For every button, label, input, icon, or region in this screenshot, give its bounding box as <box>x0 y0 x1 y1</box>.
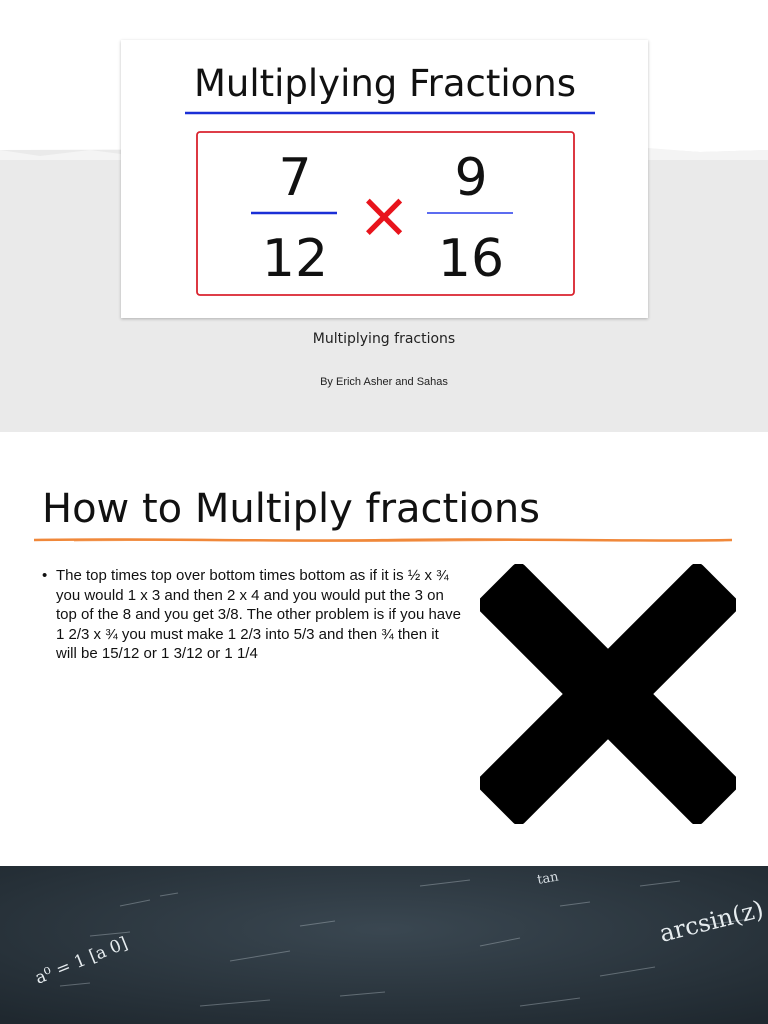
bullet-text: The top times top over bottom times bottom as if it is ½ x ¾ you would 1 x 3 and then 2 x 4 and you would put the 3 on top of the 8 and you get 3/8. The other problem is if you have 1 2/3 x ¾ you must make 1 2/3 into 5/3 and then ¾ then it will be 15/12 or 1 3/12 or 1 1/4 <box>56 567 461 662</box>
chalk-formula-arcsin: arcsin(z) <box>656 894 767 948</box>
chalk-formula-tan: tan <box>536 869 560 888</box>
title-image <box>121 40 648 318</box>
right-numerator: 9 <box>454 148 488 208</box>
image-title: Multiplying Fractions <box>193 62 577 105</box>
slide-title: How to Multiply fractions <box>42 486 541 532</box>
chalkboard-slide <box>0 866 768 1024</box>
byline: By Erich Asher and Sahas <box>320 376 448 388</box>
multiply-operator: × <box>357 179 411 253</box>
left-numerator: 7 <box>278 148 312 208</box>
left-denominator: 12 <box>261 229 329 289</box>
title-slide <box>0 0 768 432</box>
slide-caption: Multiplying fractions <box>312 331 456 347</box>
chalk-formula-a0: a⁰ = 1 [a 0] <box>32 933 131 989</box>
bullet-list <box>42 566 462 664</box>
title-rule <box>34 535 732 545</box>
multiply-x-icon <box>480 564 736 824</box>
list-item <box>42 566 462 664</box>
content-slide <box>0 432 768 866</box>
right-denominator: 16 <box>437 229 505 289</box>
chalkboard-background <box>0 866 768 1024</box>
bullet-glyph: • <box>42 567 48 584</box>
